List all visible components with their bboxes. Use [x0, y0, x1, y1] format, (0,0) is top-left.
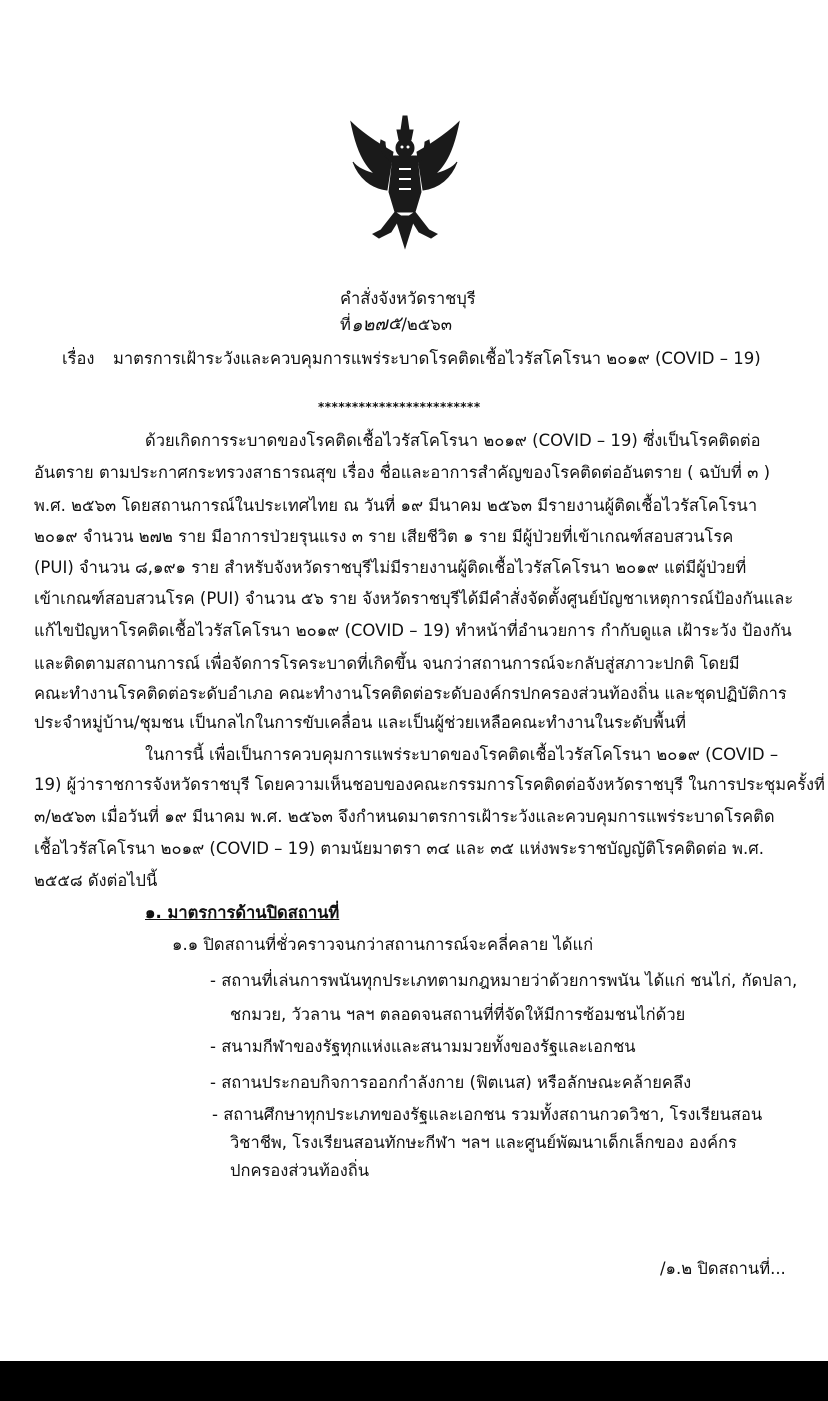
bullet-item-line: ปกครองส่วนท้องถิ่น — [230, 1161, 370, 1180]
paragraph-2-line: ๓/๒๕๖๓ เมื่อวันที่ ๑๙ มีนาคม พ.ศ. ๒๕๖๓ จึงกำหนดมาตรการเฝ้าระวังและควบคุมการแพร่ระบาดโรคติด — [34, 807, 775, 826]
bullet-item-line: วิชาชีพ, โรงเรียนสอนทักษะกีฬา ฯลฯ และศูนย์พัฒนาเด็กเล็กของ องค์กร — [230, 1133, 737, 1152]
paragraph-2-line: ในการนี้ เพื่อเป็นการควบคุมการแพร่ระบาดของโรคติดเชื้อไวรัสโคโรนา ๒๐๑๙ (COVID – — [145, 745, 779, 764]
paragraph-1-line: ๒๐๑๙ จำนวน ๒๗๒ ราย มีอาการป่วยรุนแรง ๓ ราย เสียชีวิต ๑ ราย มีผู้ป่วยที่เข้าเกณฑ์สอบสวนโรค — [34, 527, 734, 546]
bullet-item-line: - สนามกีฬาของรัฐทุกแห่งและสนามมวยทั้งของรัฐและเอกชน — [210, 1037, 636, 1056]
document-title: คำสั่งจังหวัดราชบุรี — [340, 289, 476, 308]
garuda-emblem — [345, 112, 465, 252]
bullet-item-line: - สถานประกอบกิจการออกกำลังกาย (ฟิตเนส) หรือลักษณะคล้ายคลึง — [210, 1073, 692, 1092]
separator-stars: ************************ — [318, 400, 481, 414]
paragraph-1-line: พ.ศ. ๒๕๖๓ โดยสถานการณ์ในประเทศไทย ณ วันที่ ๑๙ มีนาคม ๒๕๖๓ มีรายงานผู้ติดเชื้อไวรัสโคโรนา — [34, 496, 758, 515]
paragraph-1-line: อันตราย ตามประกาศกระทรวงสาธารณสุข เรื่อง ชื่อและอาการสำคัญของโรคติดต่ออันตราย ( ฉบับที่ ๓ ) — [34, 463, 771, 482]
bullet-item-line: ชกมวย, วัวลาน ฯลฯ ตลอดจนสถานที่ที่จัดให้มีการซ้อมชนไก่ด้วย — [230, 1005, 686, 1024]
paragraph-1-line: (PUI) จำนวน ๘,๑๙๑ ราย สำหรับจังหวัดราชบุรีไม่มีรายงานผู้ติดเชื้อไวรัสโคโรนา ๒๐๑๙ แต่มีผู้ป่วยที่ — [34, 558, 747, 577]
bullet-item-line: - สถานศึกษาทุกประเภทของรัฐและเอกชน รวมทั้งสถานกวดวิชา, โรงเรียนสอน — [212, 1105, 763, 1124]
paragraph-1-line: คณะทำงานโรคติดต่อระดับอำเภอ คณะทำงานโรคติดต่อระดับองค์กรปกครองส่วนท้องถิ่น และชุดปฏิบัติการ — [34, 684, 787, 703]
subject-text: มาตรการเฝ้าระวังและควบคุมการแพร่ระบาดโรคติดเชื้อไวรัสโคโรนา ๒๐๑๙ (COVID – 19) — [112, 349, 761, 368]
paragraph-2-line: ๒๕๕๘ ดังต่อไปนี้ — [34, 871, 158, 890]
paragraph-1-line: เข้าเกณฑ์สอบสวนโรค (PUI) จำนวน ๕๖ ราย จังหวัดราชบุรีได้มีคำสั่งจัดตั้งศูนย์บัญชาเหตุการณ์ป้องกันและ — [34, 589, 794, 608]
paragraph-1-line: แก้ไขปัญหาโรคติดเชื้อไวรัสโคโรนา ๒๐๑๙ (COVID – 19) ทำหน้าที่อำนวยการ กำกับดูแล เฝ้าระวัง ป้องกัน — [34, 621, 792, 640]
order-number-prefix: ที่ — [340, 315, 351, 334]
continuation-note: /๑.๒ ปิดสถานที่... — [660, 1259, 786, 1278]
section-1-1-text: ๑.๑ ปิดสถานที่ชั่วคราวจนกว่าสถานการณ์จะคลี่คลาย ได้แก่ — [172, 935, 594, 954]
paragraph-1-line: และติดตามสถานการณ์ เพื่อจัดการโรคระบาดที่เกิดขึ้น จนกว่าสถานการณ์จะกลับสู่สภาวะปกติ โดยมี — [34, 654, 740, 673]
paragraph-2-line: 19) ผู้ว่าราชการจังหวัดราชบุรี โดยความเห็นชอบของคณะกรรมการโรคติดต่อจังหวัดราชบุรี ในการประชุมครั้งที่ — [34, 775, 825, 794]
subject-label: เรื่อง — [62, 349, 95, 368]
section-1-heading: ๑. มาตรการด้านปิดสถานที่ — [145, 903, 340, 922]
order-number-handwritten: ๑๒๗๕ — [350, 312, 402, 337]
order-number — [340, 314, 452, 336]
subject-line — [62, 348, 761, 370]
bullet-item-line: - สถานที่เล่นการพนันทุกประเภทตามกฎหมายว่าด้วยการพนัน ได้แก่ ชนไก่, กัดปลา, — [210, 971, 798, 990]
paragraph-2-line: เชื้อไวรัสโคโรนา ๒๐๑๙ (COVID – 19) ตามนัยมาตรา ๓๔ และ ๓๕ แห่งพระราชบัญญัติโรคติดต่อ พ.ศ. — [34, 839, 764, 858]
scan-bottom-bar — [0, 1361, 828, 1401]
paragraph-1-line: ประจำหมู่บ้าน/ชุมชน เป็นกลไกในการขับเคลื่อน และเป็นผู้ช่วยเหลือคณะทำงานในระดับพื้นที่ — [34, 713, 687, 732]
order-number-year: /๒๕๖๓ — [401, 315, 453, 334]
paragraph-1-line: ด้วยเกิดการระบาดของโรคติดเชื้อไวรัสโคโรนา ๒๐๑๙ (COVID – 19) ซึ่งเป็นโรคติดต่อ — [145, 431, 761, 450]
